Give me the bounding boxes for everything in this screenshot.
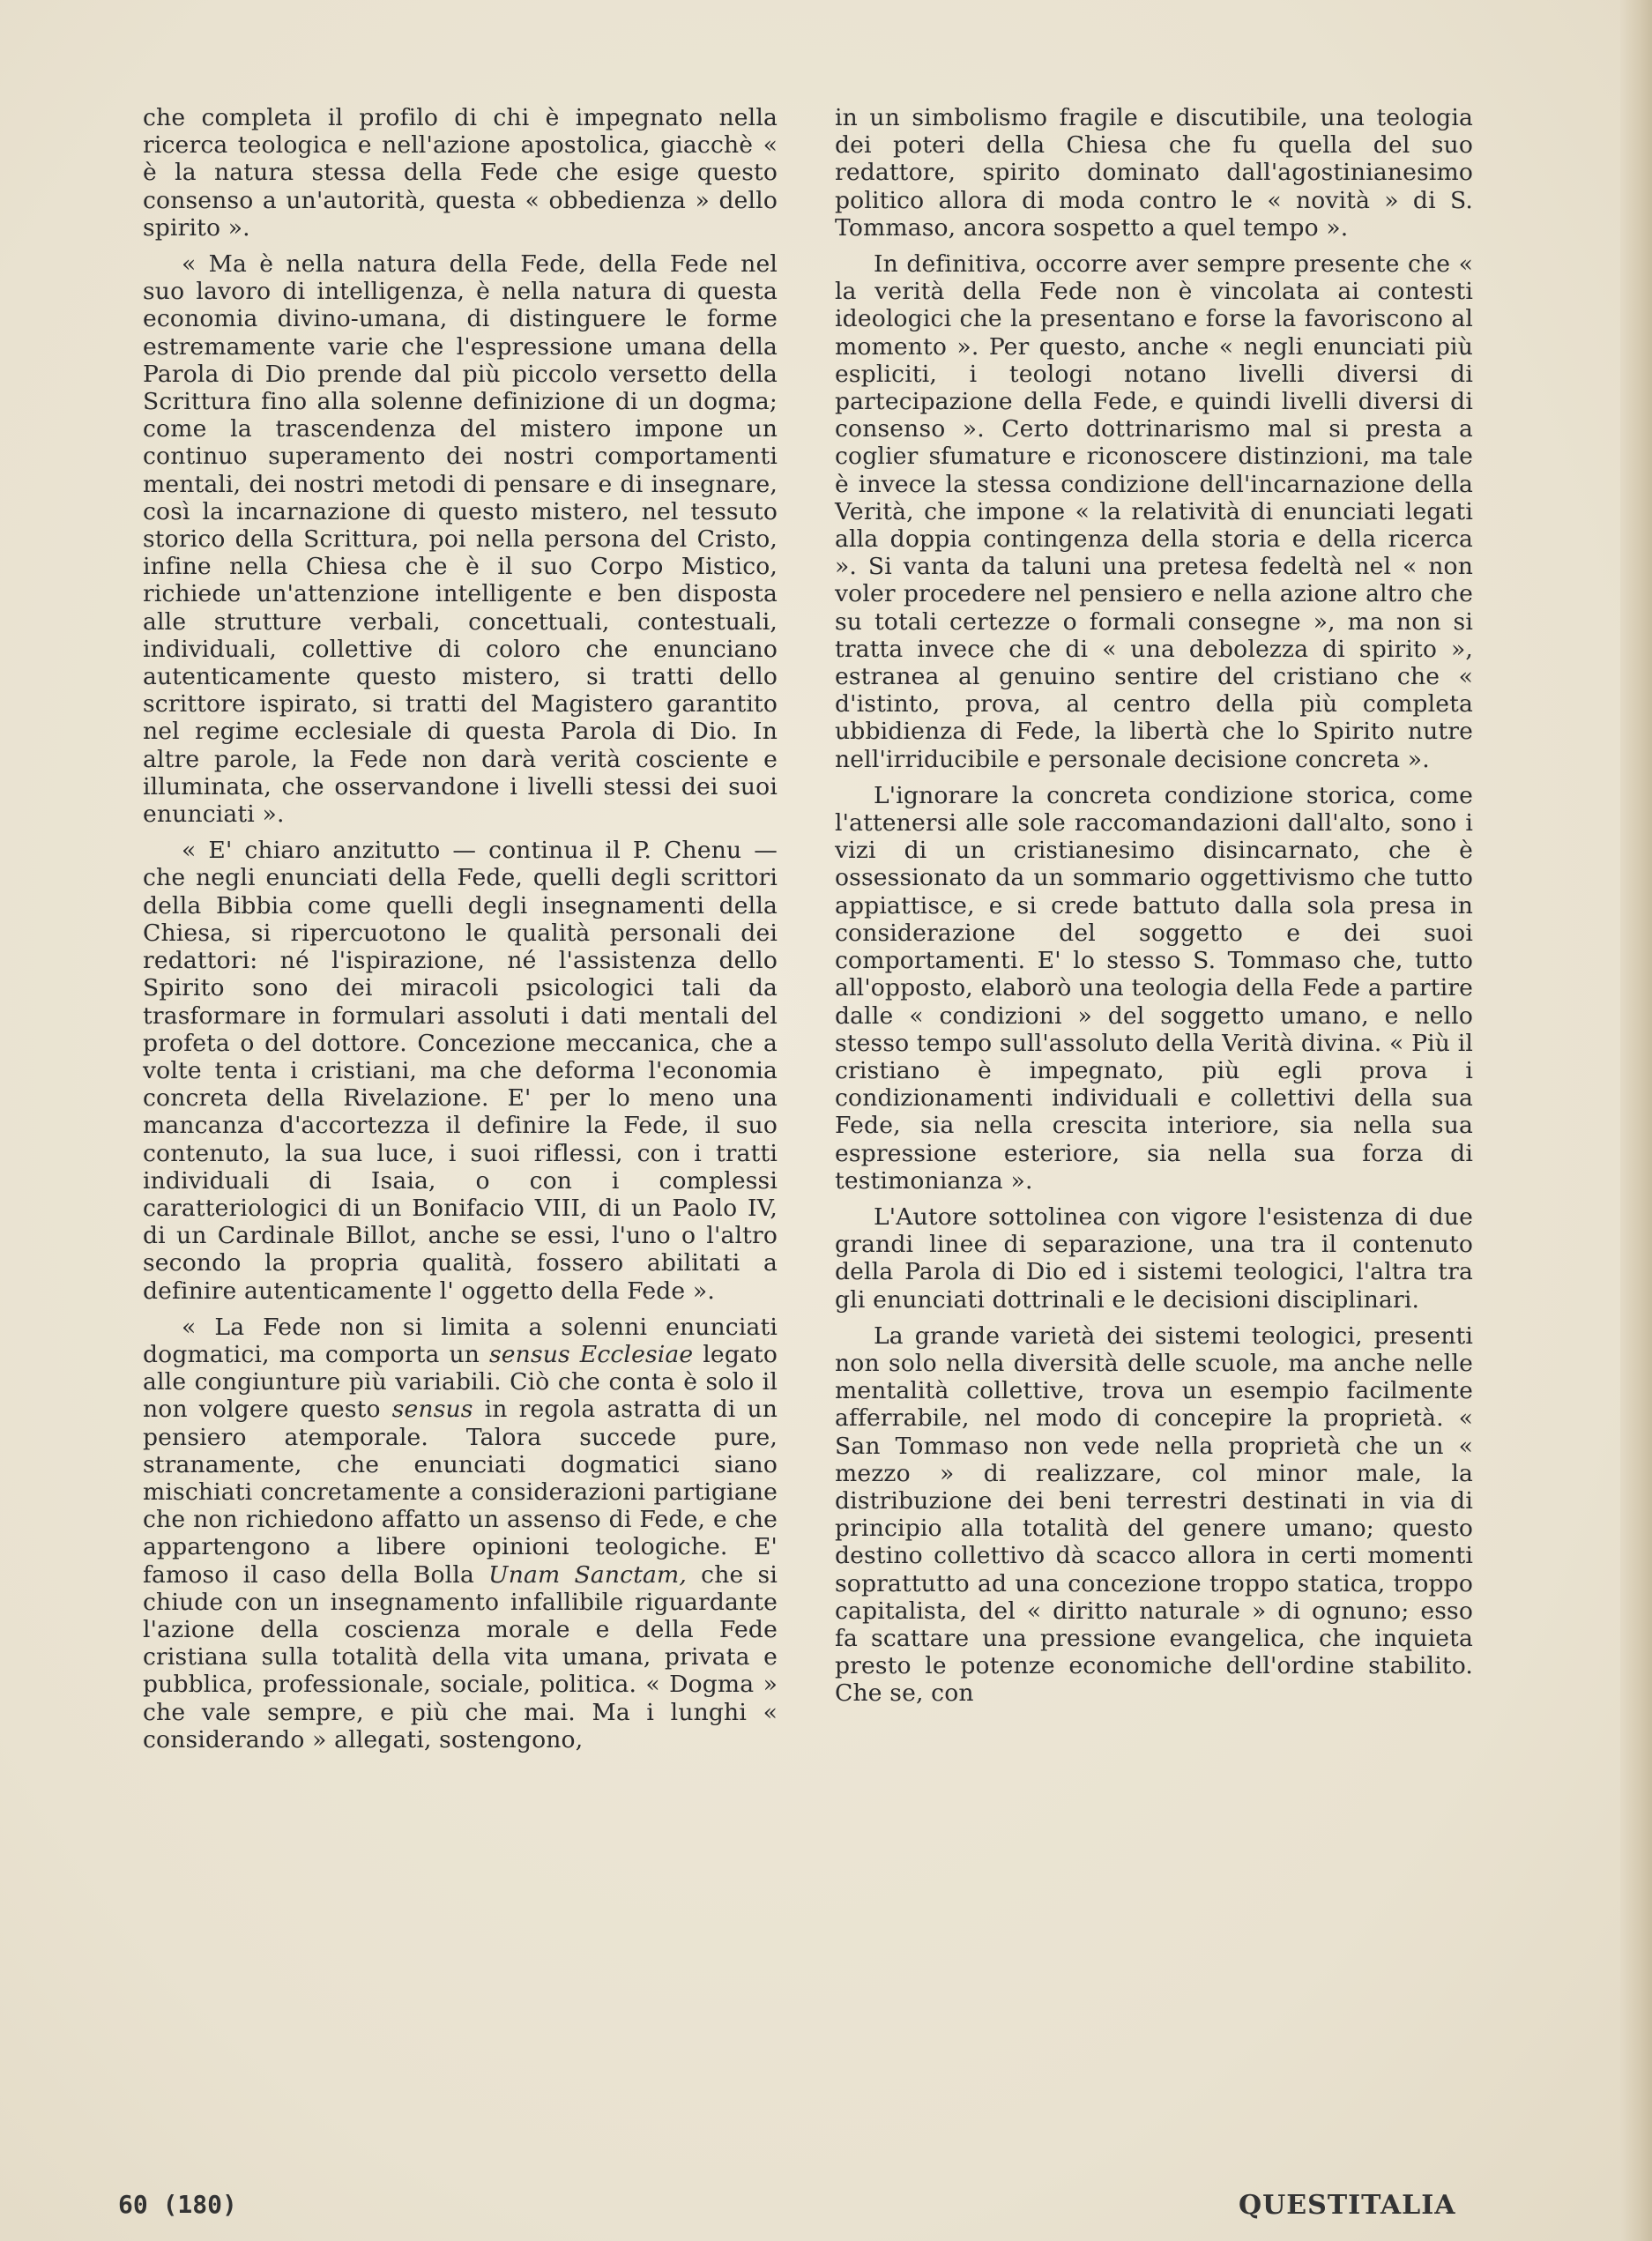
left-paragraph-4-text-a: « La Fede non si limita a solenni enunciati dogmatici, ma comporta un [143,1313,778,1368]
page-spine-edge [1620,0,1652,2241]
italic-term-sensus-ecclesiae: sensus Ecclesiae [489,1340,694,1368]
right-paragraph-1: in un simbolismo fragile e discutibile, una teologia dei poteri della Chiesa che fu quella del suo redattore, spirito dominato dall'agostinianesimo politico allora di moda contro le « novità » di S. Tommaso, ancora sospetto a quel tempo ». [835,104,1473,242]
right-paragraph-2: In definitiva, occorre aver sempre presente che « la verità della Fede non è vincolata ai contesti ideologici che la presentano e forse la favoriscono al momento ». Per questo, anche « negli enunciati più espliciti, i teologi notano livelli diversi di partecipazione della Fede, e quindi livelli diversi di consenso ». Certo dottrinarismo mal si presta a coglier sfumature e riconoscere distinzioni, ma tale è invece la stessa condizione dell'incarnazione della Verità, che impone « la relatività di enunciati legati alla doppia contingenza della storia e della ricerca ». Si vanta da taluni una pretesa fedeltà nel « non voler procedere nel pensiero e nella azione altro che su totali certezze o formali consegne », ma non si tratta invece che di « una debolezza di spirito », estranea al genuino sentire del cristiano che « d'istinto, prova, al centro della più completa ubbidienza di Fede, la libertà che lo Spirito nutre nell'irriducibile e personale decisione concreta ». [835,250,1473,773]
right-paragraph-3: L'ignorare la concreta condizione storica, come l'attenersi alle sole raccomandazioni dall'alto, sono i vizi di un cristianesimo disincarnato, che è ossessionato da un sommario oggettivismo che tutto appiattisce, e si crede battuto dalla sola presa in considerazione del soggetto e dei suoi comportamenti. E' lo stesso S. Tommaso che, tutto all'opposto, elaborò una teologia della Fede a partire dalle « condizioni » del soggetto umano, e nello stesso tempo sull'assoluto della Verità divina. « Più il cristiano è impegnato, più egli prova i condizionamenti individuali e collettivi della sua Fede, sia nella crescita interiore, sia nella sua espressione esteriore, sia nella sua forza di testimonianza ». [835,781,1473,1195]
left-paragraph-2: « Ma è nella natura della Fede, della Fede nel suo lavoro di intelligenza, è nella natura di questa economia divino-umana, di distinguere le forme estremamente varie che l'espressione umana della Parola di Dio prende dal più piccolo versetto della Scrittura fino alla solenne definizione di un dogma; come la trascendenza del mistero impone un continuo superamento dei nostri comportamenti mentali, dei nostri metodi di pensare e di insegnare, così la incarnazione di questo mistero, nel tessuto storico della Scrittura, poi nella persona del Cristo, infine nella Chiesa che è il suo Corpo Mistico, richiede un'attenzione intelligente e ben disposta alle strutture verbali, concettuali, contestuali, individuali, collettive di coloro che enunciano autenticamente questo mistero, si tratti dello scrittore ispirato, si tratti del Magistero garantito nel regime ecclesiale di questa Parola di Dio. In altre parole, la Fede non darà verità cosciente e illuminata, che osservandone i livelli stessi dei suoi enunciati ». [143,250,778,829]
left-paragraph-4-text-b: legato alle congiunture più variabili. Ciò che conta è solo il non volgere questo [143,1340,778,1424]
left-paragraph-4-text-d: che si chiude con un insegnamento infallibile riguardante l'azione della coscienza morale e della Fede cristiana sulla totalità della vita umana, privata e pubblica, professionale, sociale, politica. « Dogma » che vale sempre, e più che mai. Ma i lunghi « considerando » allegati, sostengono, [143,1560,778,1753]
publication-name: QUESTITALIA [1239,2190,1456,2221]
left-paragraph-1: che completa il profilo di chi è impegnato nella ricerca teologica e nell'azione apostolica, giacchè « è la natura stessa della Fede che esige questo consenso a un'autorità, questa « obbedienza » dello spirito ». [143,104,778,242]
left-paragraph-4 [143,1314,778,1753]
italic-term-sensus: sensus [391,1396,473,1424]
left-paragraph-3: « E' chiaro anzitutto — continua il P. Chenu — che negli enunciati della Fede, quelli degli scrittori della Bibbia come quelli degli insegnamenti della Chiesa, si ripercuotono le qualità personali dei redattori: né l'ispirazione, né l'assistenza dello Spirito sono dei miracoli psicologici tali da trasformare in formulari assoluti i dati mentali del profeta o del dottore. Concezione meccanica, che a volte tenta i cristiani, ma che deforma l'economia concreta della Rivelazione. E' per lo meno una mancanza d'accortezza il definire la Fede, il suo contenuto, la sua luce, i suoi riflessi, con i tratti individuali di Isaia, o con i complessi caratteriologici di un Bonifacio VIII, di un Paolo IV, di un Cardinale Billot, anche se essi, l'uno o l'altro secondo la propria qualità, fossero abilitati a definire autenticamente l' oggetto della Fede ». [143,837,778,1305]
italic-title-unam-sanctam: Unam Sanctam, [488,1560,688,1589]
left-paragraph-4-text-c: in regola astratta di un pensiero atemporale. Talora succede pure, stranamente, che enunciati dogmatici siano mischiati concretamente a considerazioni partigiane che non richiedono affatto un assenso di Fede, e che appartengono a libere opinioni teologiche. E' famoso il caso della Bolla [143,1396,778,1589]
page-number: 60 (180) [118,2190,237,2219]
right-paragraph-4: L'Autore sottolinea con vigore l'esistenza di due grandi linee di separazione, una tra il contenuto della Parola di Dio ed i sistemi teologici, l'altra tra gli enunciati dottrinali e le decisioni disciplinari. [835,1202,1473,1314]
left-text-column [143,104,778,1762]
right-paragraph-5: La grande varietà dei sistemi teologici, presenti non solo nella diversità delle scuole, ma anche nelle mentalità collettive, trova un esempio facilmente afferrabile, nel modo di concepire la proprietà. « San Tommaso non vede nella proprietà che un « mezzo » di realizzare, col minor male, la distribuzione dei beni terrestri destinati in via di principio alla totalità del genere umano; questo destino collettivo dà scacco allora in certi momenti soprattutto ad una concezione troppo statica, troppo capitalista, del « diritto naturale » di ognuno; esso fa scattare una pressione evangelica, che inquieta presto le potenze economiche dell'ordine stabilito. Che se, con [835,1322,1473,1708]
right-text-column [835,104,1473,1716]
